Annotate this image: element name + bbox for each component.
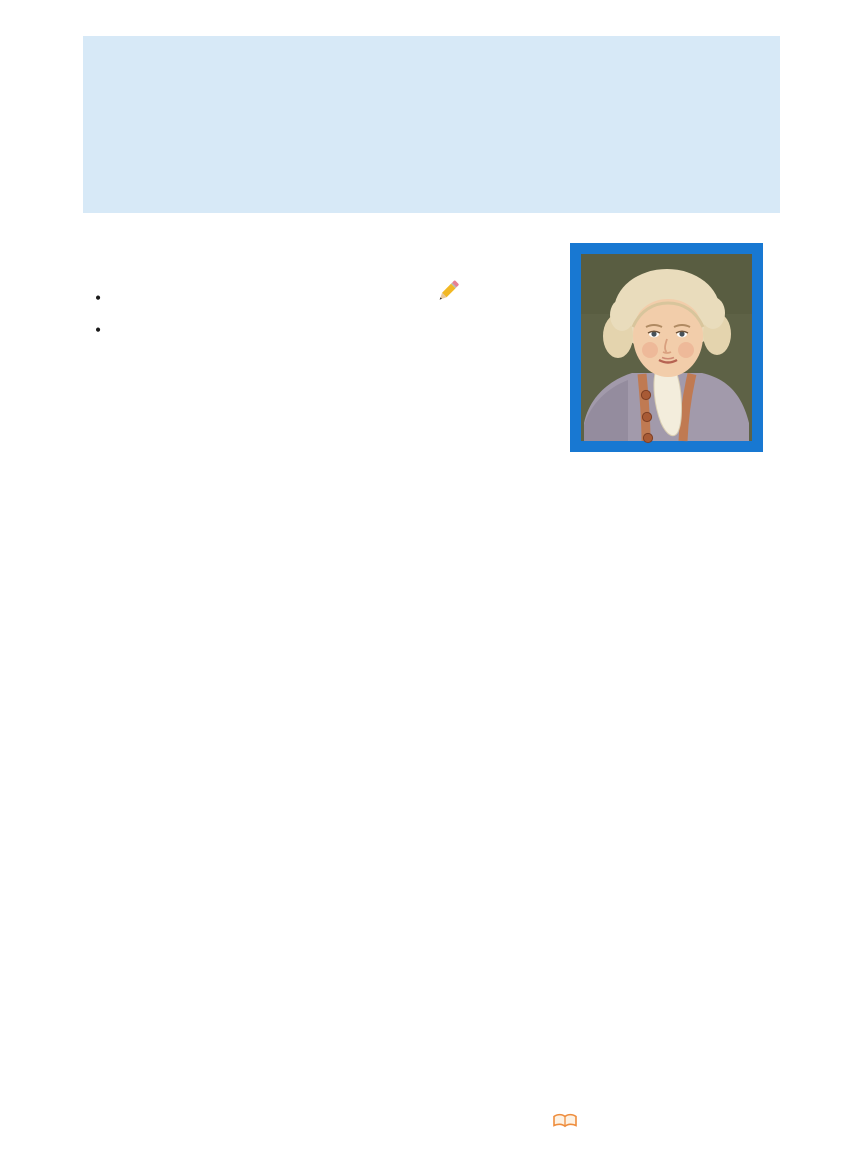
bullet-dot: •	[95, 288, 102, 308]
bullet-dot: •	[95, 320, 102, 340]
pencil-icon	[434, 277, 462, 305]
mozart-portrait	[570, 243, 763, 452]
rules-for-stems-box	[83, 36, 780, 213]
bullet-draw-stems	[95, 288, 112, 309]
lesson-book-icon	[552, 1113, 578, 1129]
bullet-name-notes	[95, 320, 112, 341]
